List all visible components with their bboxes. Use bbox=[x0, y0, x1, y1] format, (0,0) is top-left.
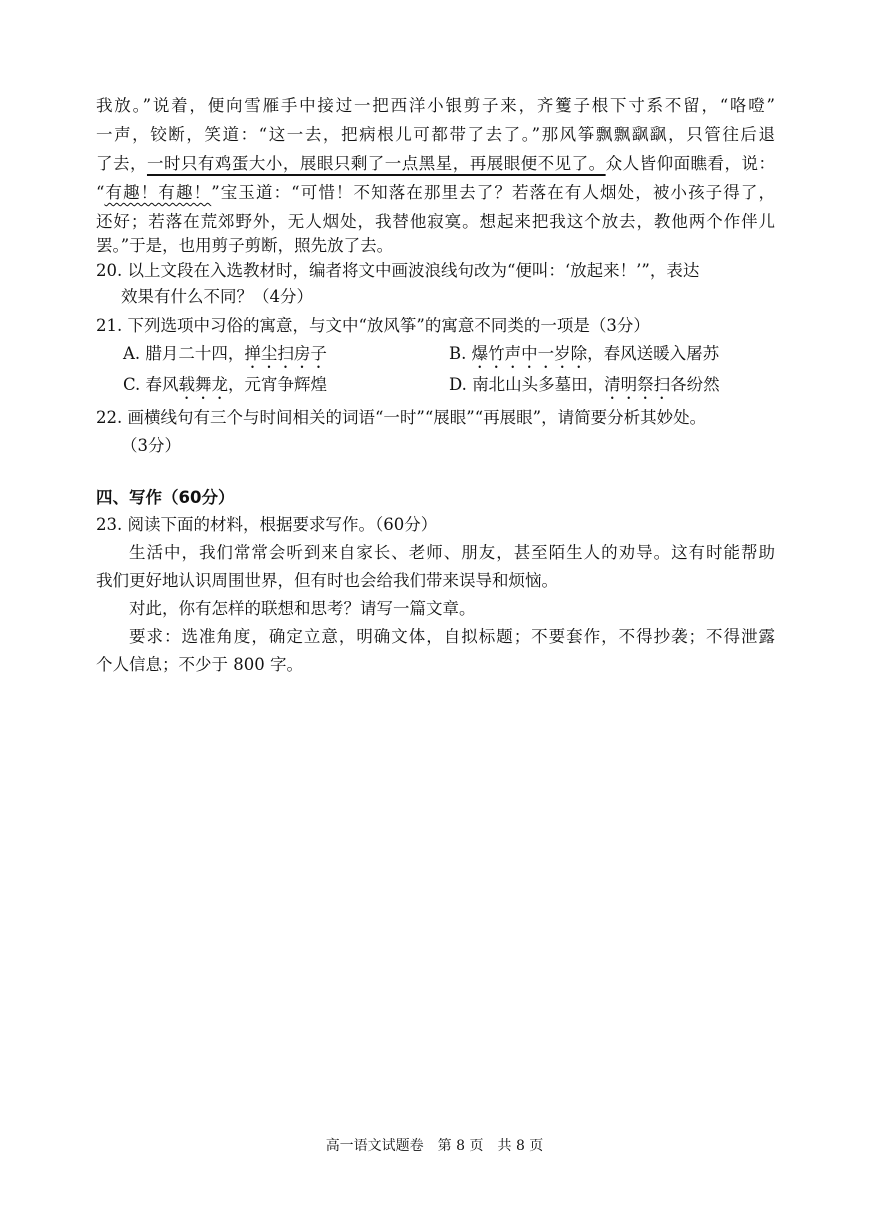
requirement-line-2: 个人信息；不少于 800 字。 bbox=[96, 655, 303, 674]
section-title: 四、写作（60分） bbox=[96, 488, 235, 507]
dotted-text: 载舞龙 bbox=[178, 375, 229, 394]
requirement-line-1: 要求：选准角度，确定立意，明确文体，自拟标题；不要套作，不得抄袭；不得泄露 bbox=[129, 627, 775, 646]
option-text: 各纷然 bbox=[670, 375, 720, 394]
option-c bbox=[123, 373, 327, 403]
dotted-text: 清明祭扫 bbox=[604, 375, 671, 394]
option-text: D. 南北山头多墓田， bbox=[449, 375, 605, 394]
passage-line-5: 还好；若落在荒郊野外，无人烟处，我替他寂寞。想起来把我这个放去，教他两个作伴儿 bbox=[96, 212, 775, 231]
option-text: ，春风送暖入屠苏 bbox=[587, 344, 720, 363]
question-22-line-2: （3分） bbox=[121, 436, 181, 455]
question-20-line-2: 效果有什么不同？（4分） bbox=[121, 287, 313, 306]
passage-line-2: 一声，铰断，笑道：“这一去，把病根儿可都带了去了。”那风筝飘飘飖飖，只管往后退 bbox=[96, 125, 775, 144]
page-footer: 高一语文试题卷 第 8 页 共 8 页 bbox=[325, 1138, 544, 1154]
question-22-line-1: 22. 画横线句有三个与时间相关的词语“一时”“展眼”“再展眼”，请简要分析其妙处。 bbox=[96, 408, 707, 427]
wavy-underlined-sentence: 有趣！有趣！ bbox=[104, 183, 212, 202]
material-line-3: 对此，你有怎样的联想和思考？请写一篇文章。 bbox=[129, 599, 476, 618]
passage-line-3 bbox=[96, 152, 775, 176]
material-line-2: 我们更好地认识周围世界，但有时也会给我们带来误导和烦恼。 bbox=[96, 571, 558, 590]
option-d bbox=[449, 373, 720, 403]
option-text: C. 春风 bbox=[123, 375, 179, 394]
dotted-text: 掸尘扫房子 bbox=[244, 344, 327, 363]
material-line-1: 生活中，我们常常会听到来自家长、老师、朋友，甚至陌生人的劝导。这有时能帮助 bbox=[129, 543, 775, 562]
option-text: A. 腊月二十四， bbox=[123, 344, 245, 363]
question-21-stem: 21. 下列选项中习俗的寓意，与文中“放风筝”的寓意不同类的一项是（3分） bbox=[96, 316, 650, 335]
passage-text: 众人皆仰面瞧看，说： bbox=[605, 154, 776, 173]
passage-text: 了去， bbox=[96, 154, 147, 173]
passage-line-4 bbox=[96, 181, 775, 205]
dotted-text: 爆竹声中一岁除 bbox=[471, 344, 588, 363]
option-a bbox=[123, 342, 327, 372]
passage-line-1: 我放。”说着，便向雪雁手中接过一把西洋小银剪子来，齐籆子根下寸系不留，“咯噔” bbox=[96, 96, 775, 115]
passage-text: “ bbox=[96, 183, 105, 202]
question-23-stem: 23. 阅读下面的材料，根据要求写作。（60分） bbox=[96, 515, 438, 534]
option-b bbox=[449, 342, 719, 372]
passage-line-6: 罢。”于是，也用剪子剪断，照先放了去。 bbox=[96, 236, 394, 255]
underlined-sentence: 一时只有鸡蛋大小，展眼只剩了一点黑星，再展眼便不见了。 bbox=[146, 154, 606, 173]
option-text: B. bbox=[449, 344, 472, 363]
passage-text: ”宝玉道：“可惜！不知落在那里去了？若落在有人烟处，被小孩子得了， bbox=[211, 183, 776, 202]
question-20-line-1: 20. 以上文段在入选教材时，编者将文中画波浪线句改为“便叫：‘放起来！’”，表达 bbox=[96, 261, 700, 280]
option-text: ，元宵争辉煌 bbox=[228, 375, 328, 394]
